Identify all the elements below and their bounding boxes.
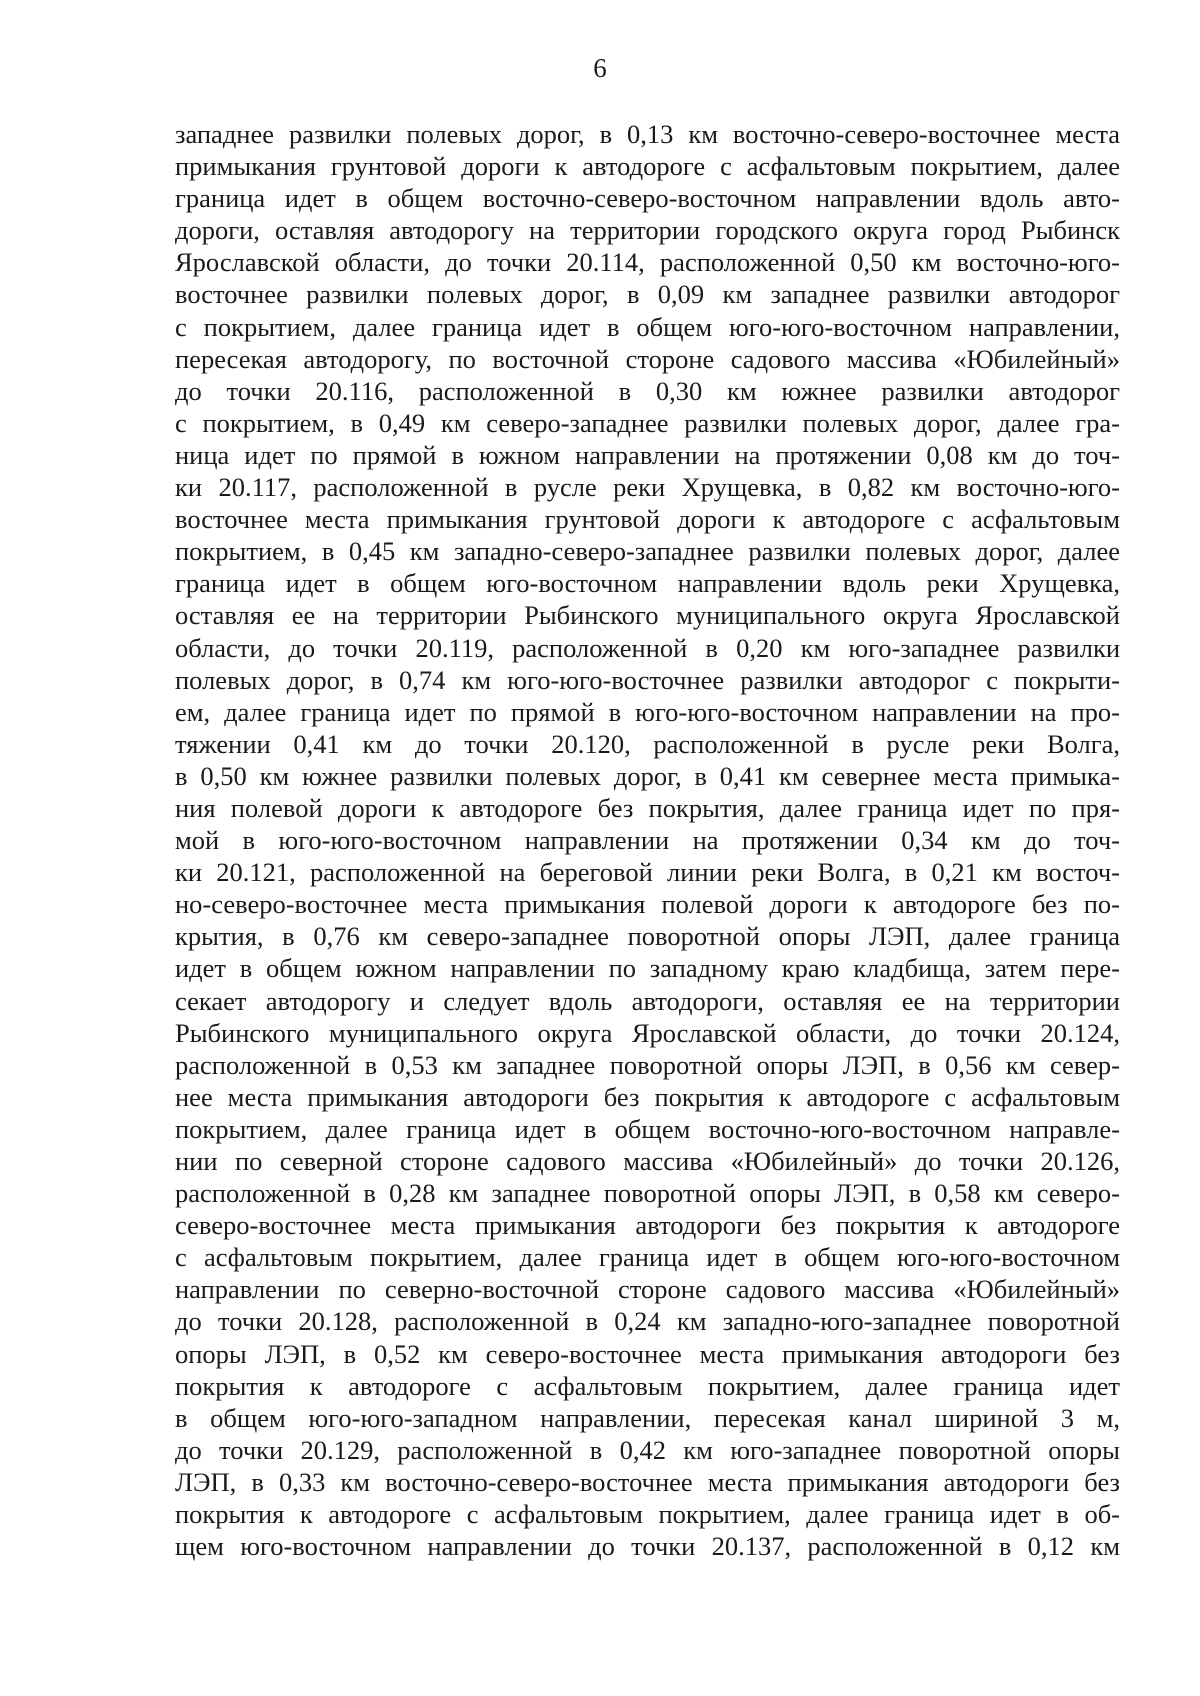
text-line: покрытия к автодороге с асфальтовым покрытием, далее граница идет в об- <box>175 1499 1120 1530</box>
text-line: покрытием, далее граница идет в общем восточно-юго-восточном направле- <box>175 1113 1120 1144</box>
text-line: дороги, оставляя автодорогу на территории городского округа город Рыбинск <box>175 215 1120 246</box>
text-line: пересекая автодорогу, по восточной стороне садового массива «Юбилейный» <box>175 343 1120 374</box>
page-number: 6 <box>593 53 607 83</box>
text-line: ница идет по прямой в южном направлении на протяжении 0,08 км до точ- <box>175 439 1120 470</box>
text-line: северо-восточнее места примыкания автодороги без покрытия к автодороге <box>175 1210 1120 1241</box>
text-line: крытия, в 0,76 км северо-западнее поворотной опоры ЛЭП, далее граница <box>175 921 1120 952</box>
text-line: восточнее развилки полевых дорог, в 0,09 км западнее развилки автодорог <box>175 279 1120 310</box>
text-line: щем юго-восточном направлении до точки 20.137, расположенной в 0,12 км <box>175 1531 1120 1562</box>
text-line: оставляя ее на территории Рыбинского муниципального округа Ярославской <box>175 600 1120 631</box>
text-line: Рыбинского муниципального округа Ярославской области, до точки 20.124, <box>175 1017 1120 1048</box>
text-line: ки 20.117, расположенной в русле реки Хрущевка, в 0,82 км восточно-юго- <box>175 472 1120 503</box>
body-paragraph <box>175 118 1120 1562</box>
text-line: граница идет в общем юго-восточном направлении вдоль реки Хрущевка, <box>175 568 1120 599</box>
text-line: ки 20.121, расположенной на береговой линии реки Волга, в 0,21 км восточ- <box>175 857 1120 888</box>
text-line: примыкания грунтовой дороги к автодороге с асфальтовым покрытием, далее <box>175 151 1120 182</box>
text-line: нии по северной стороне садового массива «Юбилейный» до точки 20.126, <box>175 1146 1120 1176</box>
text-line: с покрытием, в 0,49 км северо-западнее развилки полевых дорог, далее гра- <box>175 407 1120 438</box>
text-line: но-северо-восточнее места примыкания полевой дороги к автодороге без по- <box>175 889 1120 920</box>
text-line: покрытием, в 0,45 км западно-северо-западнее развилки полевых дорог, далее <box>175 536 1120 567</box>
text-line: граница идет в общем восточно-северо-восточном направлении вдоль авто- <box>175 183 1120 214</box>
text-line: ния полевой дороги к автодороге без покрытия, далее граница идет по пря- <box>175 792 1120 823</box>
text-line: до точки 20.129, расположенной в 0,42 км юго-западнее поворотной опоры <box>175 1434 1120 1465</box>
text-line: в общем юго-юго-западном направлении, пересекая канал шириной 3 м, <box>175 1402 1120 1433</box>
text-line: нее места примыкания автодороги без покрытия к автодороге с асфальтовым <box>175 1081 1120 1112</box>
text-line: мой в юго-юго-восточном направлении на протяжении 0,34 км до точ- <box>175 825 1120 856</box>
text-line: до точки 20.116, расположенной в 0,30 км южнее развилки автодорог <box>175 375 1120 406</box>
text-line: западнее развилки полевых дорог, в 0,13 км восточно-северо-восточнее места <box>175 119 1120 149</box>
text-line: ем, далее граница идет по прямой в юго-юго-восточном направлении на про- <box>175 696 1120 727</box>
text-line: области, до точки 20.119, расположенной в 0,20 км юго-западнее развилки <box>175 632 1120 663</box>
text-line: ЛЭП, в 0,33 км восточно-северо-восточнее места примыкания автодороги без <box>175 1466 1120 1497</box>
text-line: покрытия к автодороге с асфальтовым покрытием, далее граница идет <box>175 1370 1120 1401</box>
text-line: полевых дорог, в 0,74 км юго-юго-восточнее развилки автодорог с покрыти- <box>175 664 1120 695</box>
text-line: идет в общем южном направлении по западному краю кладбища, затем пере- <box>175 953 1120 984</box>
text-line: тяжении 0,41 км до точки 20.120, расположенной в русле реки Волга, <box>175 728 1120 759</box>
text-line: до точки 20.128, расположенной в 0,24 км западно-юго-западнее поворотной <box>175 1306 1120 1337</box>
text-line: в 0,50 км южнее развилки полевых дорог, в 0,41 км севернее места примыка- <box>175 760 1120 791</box>
text-line: расположенной в 0,28 км западнее поворотной опоры ЛЭП, в 0,58 км северо- <box>175 1178 1120 1209</box>
text-line: расположенной в 0,53 км западнее поворотной опоры ЛЭП, в 0,56 км север- <box>175 1049 1120 1080</box>
text-line: секает автодорогу и следует вдоль автодороги, оставляя ее на территории <box>175 985 1120 1016</box>
text-line: с асфальтовым покрытием, далее граница идет в общем юго-юго-восточном <box>175 1242 1120 1273</box>
text-line: с покрытием, далее граница идет в общем юго-юго-восточном направлении, <box>175 311 1120 342</box>
text-line: восточнее места примыкания грунтовой дороги к автодороге с асфальтовым <box>175 504 1120 535</box>
text-line: опоры ЛЭП, в 0,52 км северо-восточнее места примыкания автодороги без <box>175 1338 1120 1369</box>
text-line: Ярославской области, до точки 20.114, расположенной 0,50 км восточно-юго- <box>175 247 1120 278</box>
text-line: направлении по северно-восточной стороне садового массива «Юбилейный» <box>175 1274 1120 1305</box>
